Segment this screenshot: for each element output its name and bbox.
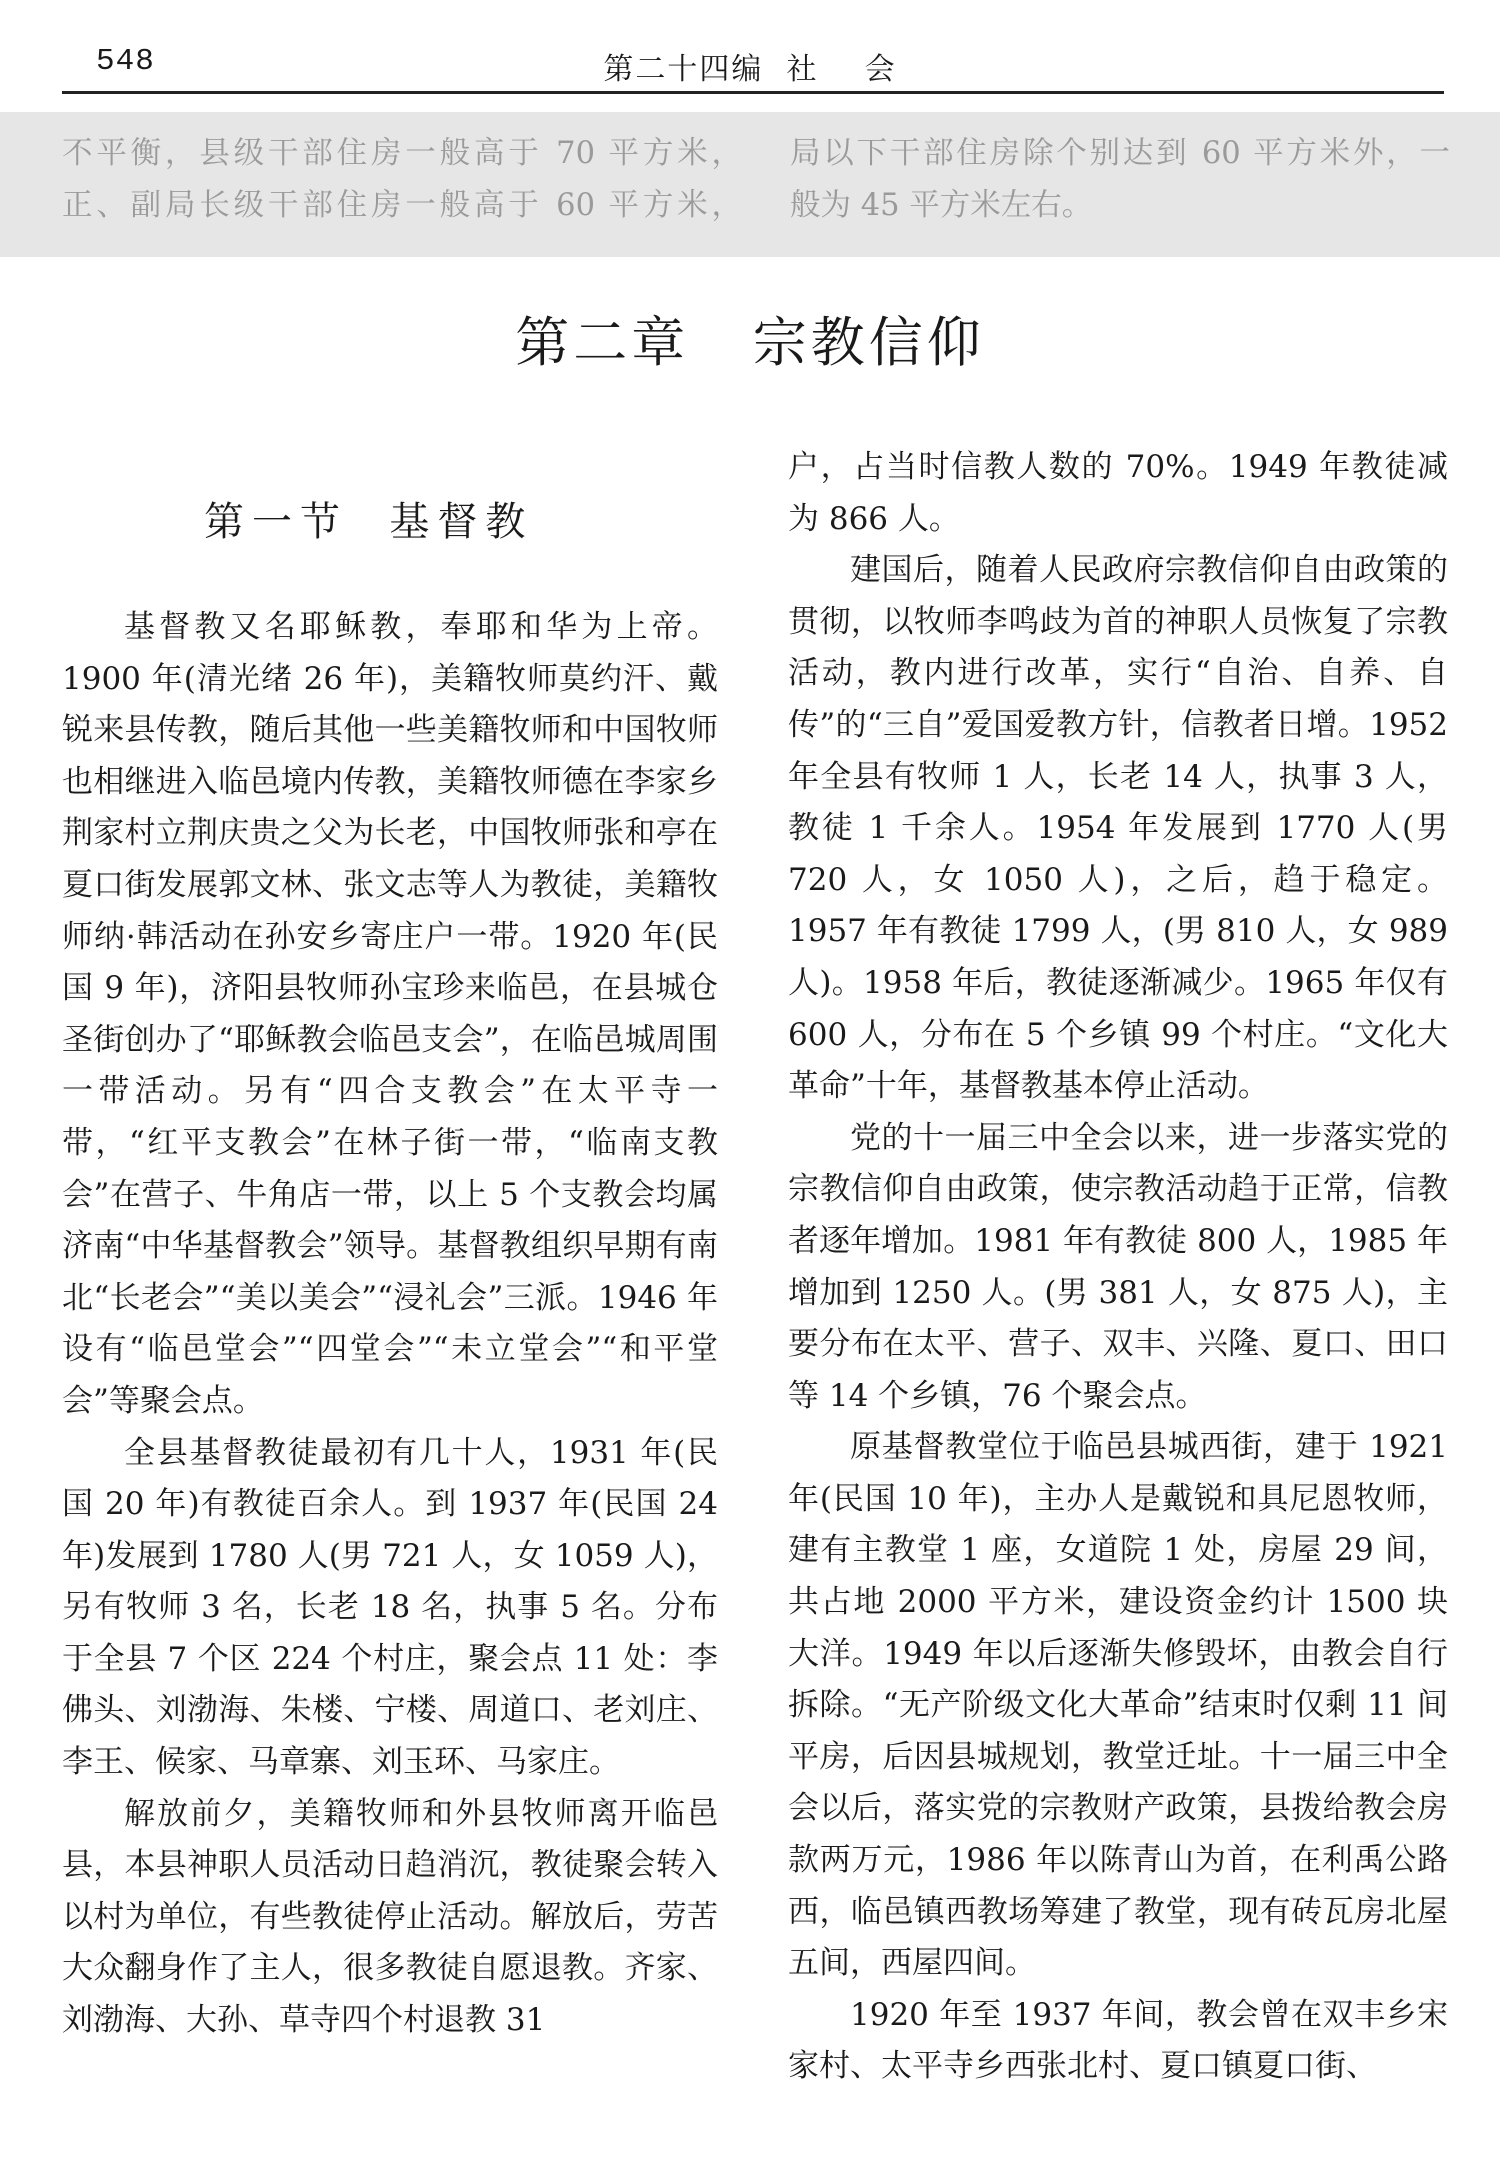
paragraph: 基督教又名耶稣教，奉耶和华为上帝。1900 年(清光绪 26 年)，美籍牧师莫约汗、戴锐来县传教，随后其他一些美籍牧师和中国牧师也相继进入临邑境内传教，美籍牧师德在李家乡荆家村立荆庆贵之父为长老，中国牧师张和亭在夏口街发展郭文林、张文志等人为教徒，美籍牧师纳·韩活动在孙安乡寄庄户一带。1920 年(民国 9 年)，济阳县牧师孙宝珍来临邑，在县城仓圣街创办了“耶稣教会临邑支会”，在临邑城周围一带活动。另有“四合支教会”在太平寺一带，“红平支教会”在林子街一带，“临南支教会”在营子、牛角店一带，以上 5 个支教会均属济南“中华基督教会”领导。基督教组织早期有南北“长老会”“美以美会”“浸礼会”三派。1946 年设有“临邑堂会”“四堂会”“未立堂会”“和平堂会”等聚会点。: [62, 609, 718, 1419]
previous-text-right-column: [790, 128, 1450, 232]
right-column: [788, 442, 1448, 2093]
previous-text-line: 般为 45 平方米左右。: [790, 188, 1093, 223]
paragraph: 原基督教堂位于临邑县城西街，建于 1921 年(民国 10 年)，主办人是戴锐和具尼恩牧师，建有主教堂 1 座，女道院 1 处，房屋 29 间，共占地 2000 平方米，建设资金约计 1500 块大洋。1949 年以后逐渐失修毁坏，由教会自行拆除。“无产阶级文化大革命”结束时仅剩 11 间平房，后因县城规划，教堂迁址。十一届三中全会以后，落实党的宗教财产政策，县拨给教会房款两万元，1986 年以陈青山为首，在利禹公路西，临邑镇西教场筹建了教堂，现有砖瓦房北屋五间，西屋四间。: [788, 1429, 1448, 1982]
running-head: 第二十四编 社 会: [603, 52, 897, 87]
paragraph: 建国后，随着人民政府宗教信仰自由政策的贯彻，以牧师李鸣歧为首的神职人员恢复了宗教活动，教内进行改革，实行“自治、自养、自传”的“三自”爱国爱教方针，信教者日增。1952 年全县有牧师 1 人，长老 14 人，执事 3 人，教徒 1 千余人。1954 年发展到 1770 人(男 720 人，女 1050 人)，之后，趋于稳定。1957 年有教徒 1799 人，(男 810 人，女 989 人)。1958 年后，教徒逐渐减少。1965 年仅有 600 人，分布在 5 个乡镇 99 个村庄。“文化大革命”十年，基督教基本停止活动。: [788, 552, 1448, 1105]
previous-text-line: 不平衡，县级干部住房一般高于 70 平方米，: [62, 136, 742, 171]
previous-page-text-band: [0, 112, 1500, 257]
page-number: 548: [96, 44, 155, 79]
previous-text-line: 正、副局长级干部住房一般高于 60 平方米，: [62, 188, 742, 223]
previous-text-line: 局以下干部住房除个别达到 60 平方米外，一: [790, 136, 1450, 171]
paragraph: 党的十一届三中全会以来，进一步落实党的宗教信仰自由政策，使宗教活动趋于正常，信教者逐年增加。1981 年有教徒 800 人，1985 年增加到 1250 人。(男 381 人，女 875 人)，主要分布在太平、营子、双丰、兴隆、夏口、田口等 14 个乡镇，76 个聚会点。: [788, 1119, 1448, 1414]
paragraph: 全县基督教徒最初有几十人，1931 年(民国 20 年)有教徒百余人。到 1937 年(民国 24 年)发展到 1780 人(男 721 人，女 1059 人)，另有牧师 3 名，长老 18 名，执事 5 名。分布于全县 7 个区 224 个村庄，聚会点 11 处：李佛头、刘渤海、朱楼、宁楼、周道口、老刘庄、李王、候家、马章寨、刘玉环、马家庄。: [62, 1434, 718, 1781]
previous-text-left-column: [62, 128, 742, 232]
paragraph: 1920 年至 1937 年间，教会曾在双丰乡宋家村、太平寺乡西张北村、夏口镇夏口街、: [788, 1996, 1448, 2085]
chapter-title: 第二章 宗教信仰: [515, 311, 985, 374]
paragraph: 解放前夕，美籍牧师和外县牧师离开临邑县，本县神职人员活动日趋消沉，教徒聚会转入以村为单位，有些教徒停止活动。解放后，劳苦大众翻身作了主人，很多教徒自愿退教。齐家、刘渤海、大孙、草寺四个村退教 31: [62, 1795, 718, 2039]
paragraph-continuation: 户，占当时信教人数的 70%。1949 年教徒减为 866 人。: [788, 449, 1448, 537]
left-column: [62, 442, 718, 2047]
header-rule: [62, 91, 1444, 94]
section-title: 第一节 基督教: [204, 499, 534, 545]
